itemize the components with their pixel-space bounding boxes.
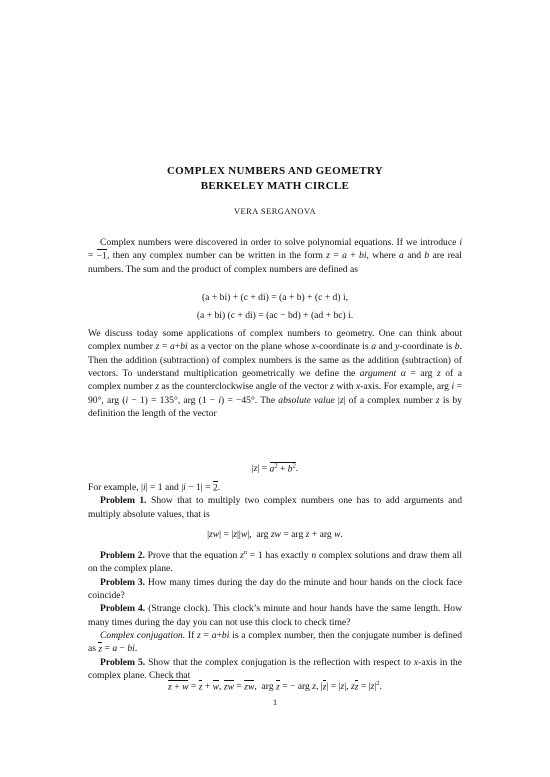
paper-title-line2: BERKELEY MATH CIRCLE: [200, 180, 350, 192]
problem-1-equation: |zw| = |z||w|, arg zw = arg z + arg w.: [207, 529, 343, 540]
problem-3-text: How many times during the day do the minute and hour hands on the clock face coincide?: [88, 576, 462, 602]
conjugation-label: Complex conjugation.: [100, 630, 186, 642]
problem-4-text: (Strange clock). This clock’s minute and hour hands have the same length. How many times during the day you can not use this clock to check time?: [88, 603, 463, 628]
problem-1-text: Show that to multiply two complex numbers one has to add arguments and multiply absolute values, that is: [88, 495, 462, 520]
problem-1-label: Problem 1.: [100, 495, 147, 507]
intro-text-3: , where: [366, 250, 400, 262]
example-line: For example, |i| = 1 and |i − 1| = 2. Problem 1. Show that to multiply two complex numbers one has to add arguments and multiply absolute values, that is: [88, 482, 462, 520]
product-equation: (a + bi) (c + di) = (ac − bd) + (ad + bc) i.: [196, 310, 354, 321]
problems-block: Problem 2. Prove that the equation $z^n = 1$ has exactly n complex solutions and draw them all on the complex plane. Problem 3. How many times during the day do the minute and hour hands on the clock face coincide? Problem 4. (Strange clock). This clock’s minute and hour hands have the same length. How many times during the day you can not use this clock to check time? Complex conjugation. If z = a+bi is a complex number, then the conjugate number is defined as z = a − bi. Problem 5. Show that the complex conjugation is the reflection with respect to x-axis in the complex plane. Check that: [88, 549, 463, 682]
problem-2-label: Problem 2.: [100, 550, 145, 561]
intro-text-1: Complex numbers were discovered in order to solve polynomial equations. If we introduce: [100, 237, 460, 248]
abs-value-equation: $|z| = a^2 + b^2$.: [251, 462, 299, 474]
problem-4-label: Problem 4.: [100, 603, 146, 615]
problem-3-label: Problem 3.: [100, 576, 146, 588]
problem-5-equation: z + w = z + w, zw = zw, arg z = − arg z, |z| = |z|, zz = $|z|^2$.: [168, 680, 382, 692]
intro-text-4: are real numbers. The sum and the product of complex numbers are defined as: [88, 250, 462, 275]
problem-5-label: Problem 5.: [100, 656, 146, 668]
author-name: VERA SERGANOVA: [234, 207, 316, 216]
paper-title-line1: COMPLEX NUMBERS AND GEOMETRY: [166, 165, 384, 177]
geometry-paragraph: We discuss today some applications of complex numbers to geometry. One can think about complex number z = a+bi as a vector on the plane whose x-coordinate is a and y-coordinate is b. Then the addition (subtraction) of complex numbers is the same as the addition (subtraction) of vectors. To understand multiplication geometrically we define the argument α = arg z of a complex number z as the counterclockwise angle of the vector z with x-axis. For example, arg i = 90°, arg (i − 1) = 135°, arg (1 − i) = −45°. The absolute value |z| of a complex number z is by definition the length of the vector: [88, 328, 463, 420]
intro-text-2: , then any complex number can be written in the form: [106, 250, 327, 262]
intro-paragraph: Complex numbers were discovered in order to solve polynomial equations. If we introduce i = −1, then any complex number can be written in the form z = a + bi, where a and b are real numbers. The sum and the product of complex numbers are defined as: [88, 237, 462, 275]
page-number: 1: [272, 697, 278, 707]
sum-equation: (a + bi) + (c + di) = (a + b) + (c + d) i,: [201, 292, 349, 303]
geometry-lead: We discuss today some applications of complex numbers to geometry.: [88, 328, 375, 339]
